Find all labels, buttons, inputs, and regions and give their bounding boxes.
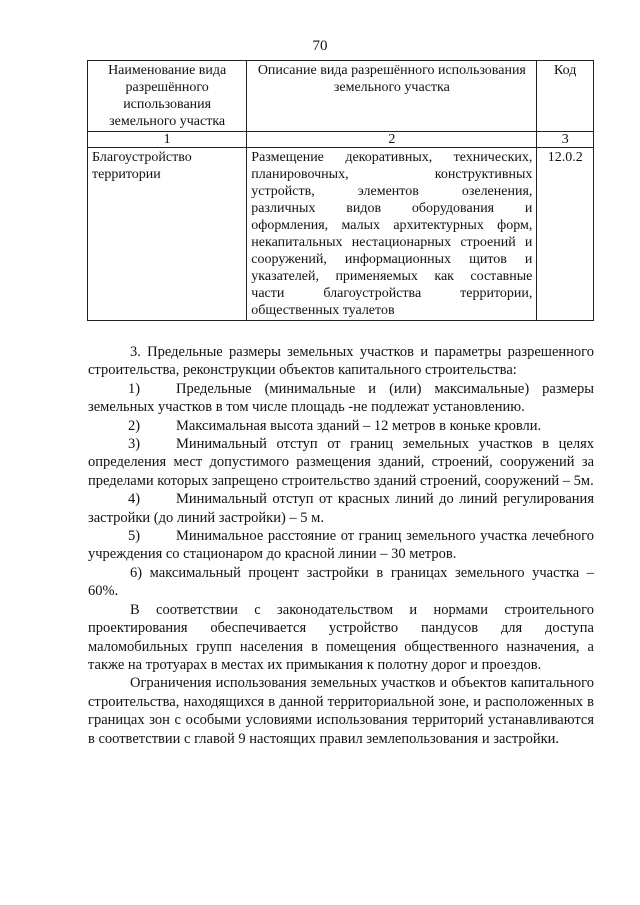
use-name: Благоустройство территории xyxy=(88,148,247,321)
item-text: Минимальный отступ от красных линий до линий регулирования застройки (до линий застройки) – 5 м. xyxy=(88,491,594,526)
page-number: 70 xyxy=(312,38,328,54)
column-number: 3 xyxy=(537,132,594,148)
description-line: указателей, применяемых как составные xyxy=(251,269,533,284)
column-number: 1 xyxy=(88,132,247,148)
header-code: Код xyxy=(537,61,594,132)
body-text xyxy=(88,343,594,748)
item-number: 4) xyxy=(128,491,141,508)
item-text: Минимальное расстояние от границ земельного участка лечебного учреждения со стационаром до красной линии – 30 метров. xyxy=(88,528,594,563)
item-text: Минимальный отступ от границ земельных участков в целях определения мест допустимого размещения зданий, строений, сооружений за пределами которых запрещено строительство зданий строений, сооружений – 5м. xyxy=(88,436,594,489)
column-number-row xyxy=(88,132,594,148)
paragraph-limits-intro: 3. Предельные размеры земельных участков и параметры разрешенного строительства, реконструкции объектов капитального строительства: xyxy=(88,344,594,379)
item-number: 3) xyxy=(128,436,141,453)
use-code: 12.0.2 xyxy=(537,148,594,321)
land-use-table xyxy=(87,60,594,321)
header-description: Описание вида разрешённого использования земельного участка xyxy=(247,61,537,132)
item-number: 2) xyxy=(128,417,141,434)
list-item xyxy=(88,435,594,490)
description-line: части благоустройства территории, xyxy=(251,286,533,301)
description-line: различных видов оборудования и xyxy=(251,201,533,216)
use-description xyxy=(247,148,537,321)
list-item xyxy=(88,380,594,417)
description-line: устройств, элементов озеленения, xyxy=(251,184,533,199)
list-item xyxy=(88,490,594,527)
description-line: некапитальных нестационарных строений и xyxy=(251,235,533,250)
table-row xyxy=(88,148,594,321)
table-header-row xyxy=(88,61,594,132)
item-number: 1) xyxy=(128,380,141,397)
paragraph-restrictions: Ограничения использования земельных участков и объектов капитального строительства, находящихся в данной территориальной зоне, и расположенных в границах зон с особыми условиями использования территорий устанавливаются в соответствии с главой 9 настоящих правил землепользования и застройки. xyxy=(88,675,594,747)
description-line: Размещение декоративных, технических, xyxy=(251,150,533,165)
item-number: 5) xyxy=(128,528,141,545)
list-item xyxy=(88,417,594,435)
description-line: сооружений, информационных щитов и xyxy=(251,252,533,267)
description-line: общественных туалетов xyxy=(251,303,395,318)
column-number: 2 xyxy=(247,132,537,148)
item-text: Предельные (минимальные и (или) максимальные) размеры земельных участков в том числе площадь -не подлежат установлению. xyxy=(88,380,594,416)
paragraph-ramps: В соответствии с законодательством и нормами строительного проектирования обеспечивается устройство пандусов для доступа маломобильных групп населения в помещения общественного назначения, а также на тротуарах в местах их примыкания к полотну дорог и проездов. xyxy=(88,601,594,673)
header-name: Наименование вида разрешённого использования земельного участка xyxy=(88,61,247,132)
item-text: Максимальная высота зданий – 12 метров в коньке кровли. xyxy=(176,417,542,434)
description-line: оформления, малых архитектурных форм, xyxy=(251,218,533,233)
list-item xyxy=(88,527,594,564)
paragraph-max-percent: 6) максимальный процент застройки в границах земельного участка – 60%. xyxy=(88,564,594,600)
description-line: планировочных, конструктивных xyxy=(251,167,533,182)
